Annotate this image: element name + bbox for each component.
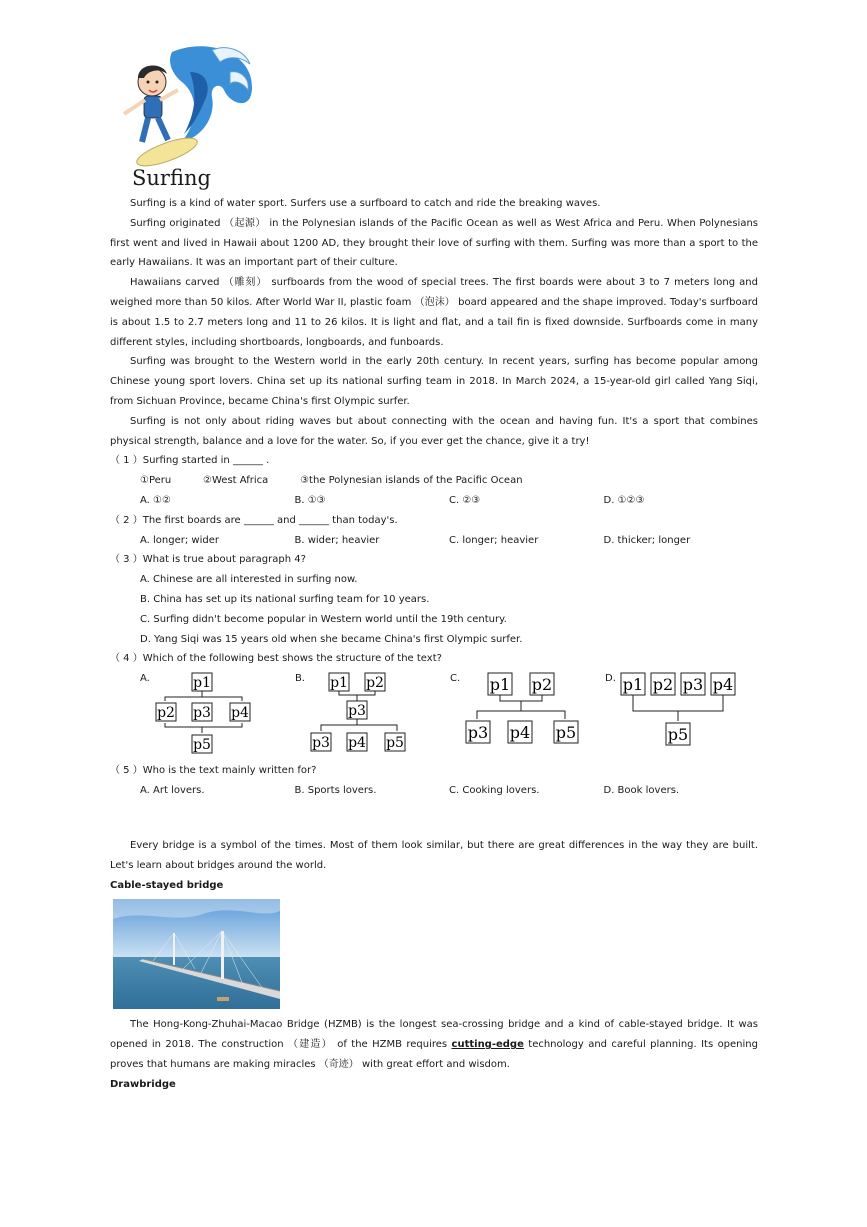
box-p1: p1 — [193, 675, 211, 692]
hzmb-paragraph — [110, 1015, 758, 1074]
option-letter-c: C. — [450, 673, 461, 685]
paragraph-3: Hawaiians carved （雕刻） surfboards from the wood of special trees. The first boards were about 3 to 7 meters long and weighed more than 50 kilos. After World War II, plastic foam （泡沫） board appeared and the shape improved. Today's surfboard is about 1.5 to 2.7 meters long and 11 to 26 kilos. It is light and flat, and a tail fin is fixed downside. Surfboards come in many different styles, including shortboards, longboards, and funboards. — [110, 277, 758, 348]
question-3-stem: （ 3 ）What is true about paragraph 4? — [110, 554, 306, 566]
box-p4: p4 — [348, 735, 366, 752]
box-p1: p1 — [330, 675, 348, 692]
question-1-options — [110, 491, 758, 511]
option-b[interactable]: B. China has set up its national surfing team for 10 years. — [140, 593, 430, 605]
option-a[interactable]: A. Art lovers. — [140, 784, 205, 796]
box-p3-b: p3 — [312, 735, 330, 752]
hzmb-text-a: The Hong-Kong-Zhuhai-Macao Bridge (HZMB) is the longest sea-crossing bridge and a kind of cable-stayed bridge. It was opened in 2018. The construction （建造） of the HZMB requires — [110, 1019, 758, 1051]
option-a[interactable]: A. ①② — [140, 494, 171, 506]
option-a[interactable]: A. longer; wider — [140, 534, 219, 546]
option-d[interactable]: D. ①②③ — [603, 494, 645, 506]
question-4-stem: （ 4 ）Which of the following best shows the structure of the text? — [110, 653, 442, 665]
bridges-section — [110, 836, 758, 1095]
diagram-d-svg — [617, 669, 757, 761]
box-p2: p2 — [157, 705, 175, 722]
structure-diagrams — [110, 669, 758, 761]
option-a[interactable]: A. Chinese are all interested in surfing now. — [140, 574, 358, 586]
box-p1: p1 — [489, 675, 511, 695]
question-1-stem: （ 1 ）Surfing started in ______ . — [110, 455, 270, 467]
box-p2: p2 — [531, 675, 553, 695]
paragraph-1: Surfing is a kind of water sport. Surfers use a surfboard to catch and ride the breaking waves. — [130, 198, 601, 209]
box-p3: p3 — [348, 703, 366, 720]
box-p5: p5 — [667, 725, 689, 745]
option-b[interactable]: B. Sports lovers. — [294, 784, 377, 796]
option-letter-a: A. — [140, 673, 150, 685]
box-p2: p2 — [366, 675, 384, 692]
box-p3: p3 — [467, 723, 489, 743]
box-p5: p5 — [193, 737, 211, 754]
box-p1: p1 — [622, 675, 644, 695]
bridges-intro: Every bridge is a symbol of the times. Most of them look similar, but there are great differences in the way they are built. Let's learn about bridges around the world. — [110, 840, 758, 871]
box-p3: p3 — [193, 705, 211, 722]
option-d[interactable]: D. Yang Siqi was 15 years old when she became China's first Olympic surfer. — [140, 633, 523, 645]
box-p4: p4 — [712, 675, 734, 695]
option-b[interactable]: B. wider; heavier — [294, 534, 380, 546]
diagram-a-svg — [150, 669, 270, 761]
surfer-illustration — [112, 42, 257, 172]
option-b[interactable]: B. ①③ — [294, 494, 326, 506]
option-c[interactable]: C. longer; heavier — [449, 534, 539, 546]
article-title: Surfing — [132, 166, 211, 190]
heading-cable-stayed: Cable-stayed bridge — [110, 879, 224, 891]
option-letter-b: B. — [295, 673, 306, 685]
box-p4: p4 — [231, 705, 249, 722]
hzmb-bridge-photo — [113, 899, 280, 1009]
article-body — [110, 194, 758, 801]
box-p4: p4 — [509, 723, 531, 743]
question-2-stem: （ 2 ）The first boards are ______ and ______ than today's. — [110, 514, 398, 526]
question-2-options — [110, 531, 758, 551]
paragraph-2: Surfing originated （起源） in the Polynesian islands of the Pacific Ocean as well as West Africa and Peru. When Polynesians first went and lived in Hawaii about 1200 AD, they brought their love of surfing with them. Surfing was more than a sport to the early Hawaiians. It was an important part of their culture. — [110, 217, 758, 269]
question-5-options — [110, 781, 758, 801]
option-letter-d: D. — [605, 673, 616, 685]
box-p5: p5 — [555, 723, 577, 743]
question-1-items: ①Peru ②West Africa ③the Polynesian islands of the Pacific Ocean — [140, 475, 523, 487]
option-c[interactable]: C. ②③ — [449, 494, 481, 506]
cutting-edge-link: cutting-edge — [451, 1039, 524, 1051]
option-c[interactable]: C. Surfing didn't become popular in Western world until the 19th century. — [140, 613, 507, 625]
option-d[interactable]: D. Book lovers. — [603, 784, 680, 796]
box-p2: p2 — [652, 675, 674, 695]
option-c[interactable]: C. Cooking lovers. — [449, 784, 540, 796]
diagram-b-svg — [305, 669, 425, 761]
hzmb-text-b: technology and careful planning. Its opening proves that humans are making miracles （奇迹） with great effort and wisdom. — [110, 1039, 758, 1070]
diagram-c-svg — [460, 669, 590, 761]
box-p5: p5 — [386, 735, 404, 752]
paragraph-5: Surfing is not only about riding waves but about connecting with the ocean and having fun. It's a sport that combines physical strength, balance and a love for the water. So, if you ever get the chance, give it a try! — [110, 415, 758, 447]
paragraph-4: Surfing was brought to the Western world in the early 20th century. In recent years, surfing has become popular among Chinese young sport lovers. China set up its national surfing team in 2018. In March 2024, a 15-year-old girl called Yang Siqi, from Sichuan Province, became China's first Olympic surfer. — [110, 356, 758, 407]
option-d[interactable]: D. thicker; longer — [603, 534, 691, 546]
box-p3: p3 — [682, 675, 704, 695]
heading-drawbridge: Drawbridge — [110, 1078, 176, 1090]
question-5-stem: （ 5 ）Who is the text mainly written for? — [110, 765, 317, 777]
